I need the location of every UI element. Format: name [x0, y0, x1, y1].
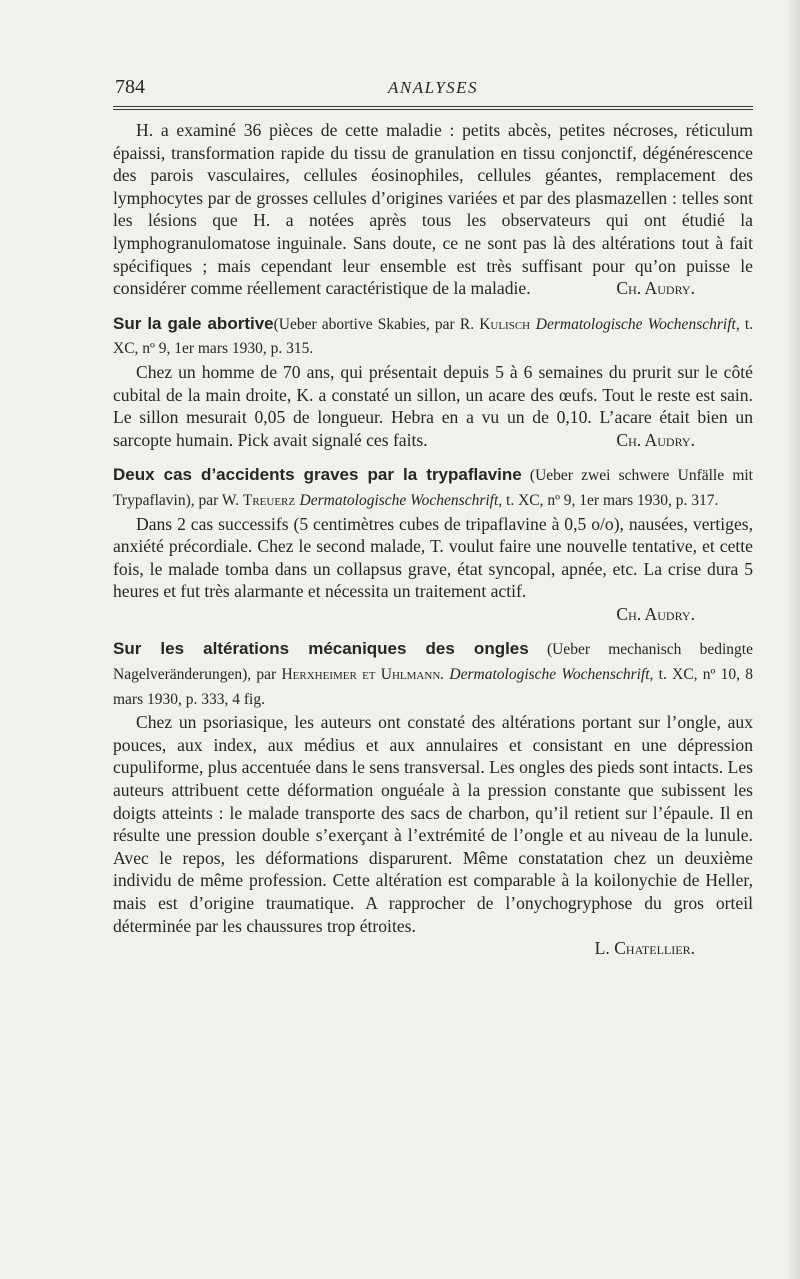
- page-edge-shadow: [786, 0, 800, 1279]
- intro-paragraph: [113, 119, 753, 300]
- article-title: Deux cas d’accidents graves par la trypaflavine: [113, 465, 522, 485]
- article-ref-after: , t. XC, nº 9, 1er mars 1930, p. 315.: [113, 315, 754, 358]
- intro-signature: Ch. Audry.: [616, 278, 695, 299]
- intro-text: H. a examiné 36 pièces de cette maladie : petits abcès, petites nécroses, réticulum épaissi, transformation rapide du tissu de granulation en tissu conjonctif, dégénérescence des parois vasculaires, cellules éosinophiles, cellules géantes, remplacement des lymphocytes par de grosses cellules d’origines variées et par des plasmazellen : telles sont les lésions que H. a notées après tous les observateurs qui ont étudié la lymphogranulomatose inguinale. Sans doute, ce ne sont pas là des altérations tout à fait spécifiques ; mais cependant leur ensemble est très suffisant pour qu’on puisse le considérer comme réellement caractéristique de la maladie.: [113, 120, 753, 299]
- article-signature: Ch. Audry.: [616, 603, 695, 624]
- article-journal: Dermatologische Wochenschrift: [449, 666, 650, 684]
- article-paragraph: [113, 513, 753, 603]
- header-rule: [113, 106, 753, 110]
- article-text: Chez un psoriasique, les auteurs ont constaté des altérations portant sur l’ongle, aux pouces, aux index, aux médius et aux annulaires et consistant en une dépression cupuliforme, plus accentuée dans le sens transversal. Les ongles des pieds sont intacts. Les auteurs attribuent cette déformation onguéale à la pression constante que subissent les doigts atteints : le malade transporte des sacs de charbon, qu’il retient sur l’épaule. Il en résulte une pression double s’exerçant à l’extrémité de l’ongle et au niveau de la lunule. Avec le repos, les déformations disparurent. Même constatation chez un deuxième individu de même profession. Cette altération est comparable à la koilonychie de Heller, mais est d’origine traumatique. A rapprocher de l’onychogryphose du gros orteil déterminée par les chaussures trop étroites.: [113, 712, 753, 936]
- article-paragraph: [113, 361, 753, 451]
- article-journal-sep: .: [440, 666, 450, 684]
- article-heading: [113, 463, 753, 512]
- page-header: [113, 74, 753, 106]
- article-signature: L. Chatellier.: [594, 938, 695, 959]
- article-author: Kulisch: [479, 315, 531, 333]
- article-author: Treuerz: [242, 491, 296, 509]
- article-text: Dans 2 cas successifs (5 centimètres cubes de tripaflavine à 0,5 o/o), nausées, vertiges, anxiété précordiale. Chez le second malade, T. voulut faire une nouvelle tentative, et cette fois, le malade tomba dans un collapsus grave, état syncopal, apnée, etc. La crise dura 5 heures et fut très alarmante et nécessita un traitement actif.: [113, 513, 753, 602]
- article-ref-after: , t. XC, nº 9, 1er mars 1930, p. 317.: [498, 491, 719, 509]
- article-journal: Dermatologische Wochenschrift: [535, 315, 736, 333]
- article-signature: Ch. Audry.: [616, 429, 695, 450]
- article-paragraph: [113, 711, 753, 937]
- article-title: Sur les altérations mécaniques des ongles: [113, 639, 529, 659]
- article-ref-before: (Ueber mechanisch bedingte Nagelveränderungen), par: [113, 641, 753, 684]
- article-author: Herxheimer et Uhlmann: [281, 666, 441, 684]
- page-body: [113, 119, 753, 960]
- article-text: Chez un homme de 70 ans, qui présentait depuis 5 à 6 semaines du prurit sur le côté cubital de la main droite, K. a constaté un sillon, un acare des œufs. Tout le reste est sain. Le sillon mesurait 0,05 de longueur. Hebra en a vu un de 0,10. L’acare était bien un sarcopte humain. Pick avait signalé ces faits.: [113, 361, 753, 450]
- article-heading: [113, 312, 753, 361]
- article-journal: Dermatologische Wochenschrift: [299, 491, 499, 509]
- article-heading: [113, 637, 753, 711]
- page-number: 784: [115, 76, 145, 98]
- article-ref-before: (Ueber zwei schwere Unfälle mit Trypaflavin), par W.: [113, 467, 753, 509]
- article-ref-before: (Ueber abortive Skabies, par R.: [273, 315, 480, 333]
- article-title: Sur la gale abortive: [113, 313, 274, 333]
- running-title: ANALYSES: [387, 78, 479, 97]
- article-ref-after: , t. XC, nº 10, 8 mars 1930, p. 333, 4 fig.: [113, 666, 754, 708]
